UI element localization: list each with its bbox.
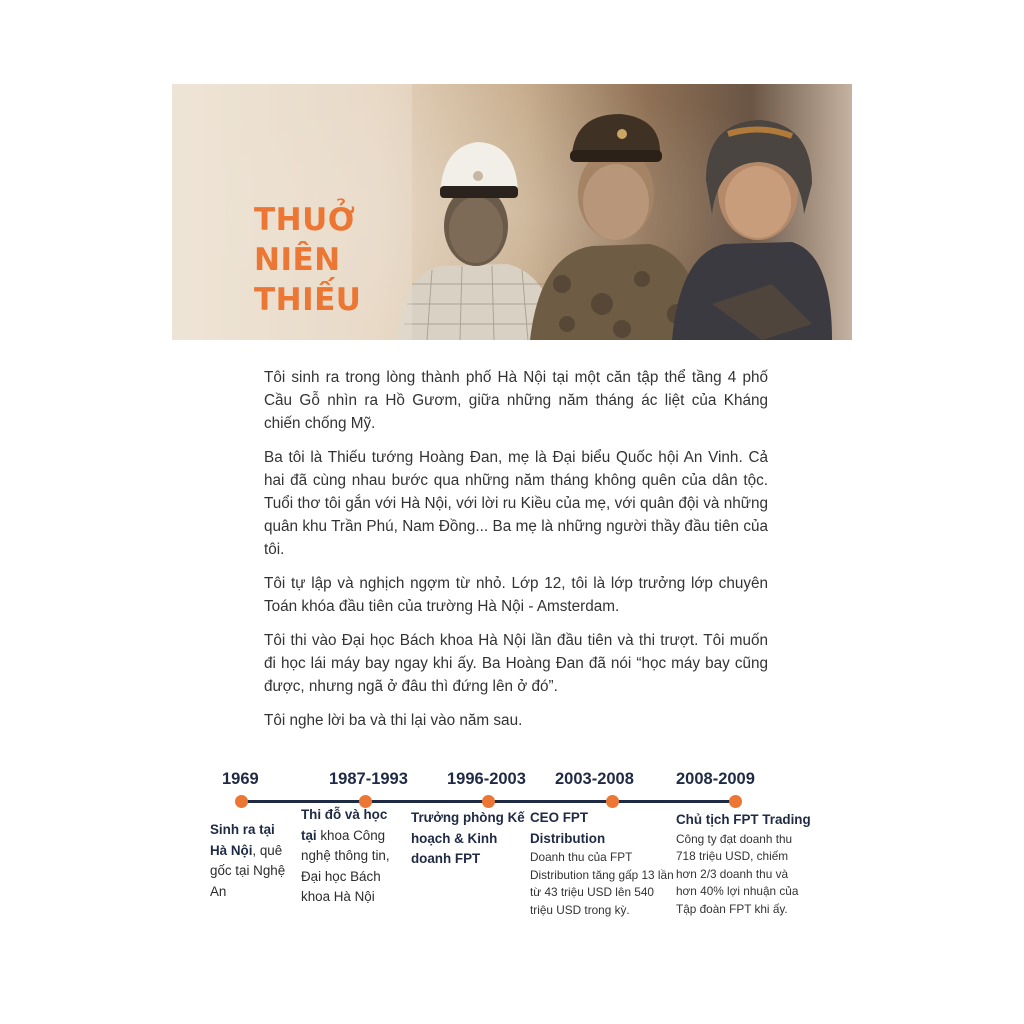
paragraph-3: Tôi tự lập và nghịch ngợm từ nhỏ. Lớp 12, tôi là lớp trưởng lớp chuyên Toán khóa đầu tiên của trường Hà Nội - Amsterdam. <box>264 575 768 615</box>
timeline-event-1-title: Sinh ra tại Hà Nội <box>210 822 275 858</box>
timeline-event-3-title: Trưởng phòng Kế hoạch & Kinh doanh FPT <box>411 810 525 866</box>
timeline-dot-5 <box>729 795 742 808</box>
timeline-event-2 <box>301 805 405 908</box>
timeline-event-4-detail: Doanh thu của FPT Distribution tăng gấp 13 lần từ 43 triệu USD lên 540 triệu USD trong kỳ. <box>530 850 674 917</box>
title-line-2: NIÊN <box>254 242 341 278</box>
paragraph-5: Tôi nghe lời ba và thi lại vào năm sau. <box>264 712 523 729</box>
timeline-event-2-text: khoa Công nghệ thông tin, Đại học Bách khoa Hà Nội <box>301 827 390 904</box>
title-line-1: THUỞ <box>254 202 356 238</box>
paragraph-1: Tôi sinh ra trong lòng thành phố Hà Nội tại một căn tập thể tầng 4 phố Cầu Gỗ nhìn ra Hồ Gươm, giữa những năm tháng ác liệt của Kháng chiến chống Mỹ. <box>264 369 768 432</box>
title-line-3: THIẾU <box>254 282 362 318</box>
timeline-event-1 <box>210 820 294 902</box>
timeline-event-5 <box>676 810 826 918</box>
timeline-dot-1 <box>235 795 248 808</box>
page-title <box>254 200 361 320</box>
paragraph-2: Ba tôi là Thiếu tướng Hoàng Đan, mẹ là Đại biểu Quốc hội An Vinh. Cả hai đã cùng nhau bước qua những năm tháng không quên của dân tộc. Tuổi thơ tôi gắn với Hà Nội, với lời ru Kiều của mẹ, với quân đội và những quân khu Trần Phú, Nam Đồng... Ba mẹ là những người thầy đầu tiên của tôi. <box>264 449 768 558</box>
timeline-year-3: 1996-2003 <box>447 770 526 788</box>
timeline-event-1-text: , quê gốc tại Nghệ An <box>210 842 286 899</box>
timeline-event-4-title: CEO FPT Distribution <box>530 810 606 846</box>
timeline-dot-4 <box>606 795 619 808</box>
timeline-year-2: 1987-1993 <box>329 770 408 788</box>
timeline-event-3 <box>411 808 527 870</box>
timeline-event-4 <box>530 808 676 919</box>
header-banner <box>172 84 852 340</box>
timeline-year-5: 2008-2009 <box>676 770 755 788</box>
timeline-year-1: 1969 <box>222 770 259 788</box>
career-timeline <box>0 760 1024 960</box>
timeline-event-2-title: Thi đỗ và học tại <box>301 807 388 843</box>
paragraph-4: Tôi thi vào Đại học Bách khoa Hà Nội lần đầu tiên và thi trượt. Tôi muốn đi học lái máy bay ngay khi ấy. Ba Hoàng Đan đã nói “học máy bay cũng được, nhưng ngã ở đâu thì đứng lên ở đó”. <box>264 632 768 695</box>
timeline-dot-3 <box>482 795 495 808</box>
timeline-event-5-title: Chủ tịch FPT Trading <box>676 812 811 827</box>
timeline-event-5-detail: Công ty đạt doanh thu 718 triệu USD, chiếm hơn 2/3 doanh thu và hơn 40% lợi nhuận của Tập đoàn FPT khi ấy. <box>676 831 799 916</box>
story-text <box>264 366 768 743</box>
timeline-year-4: 2003-2008 <box>555 770 634 788</box>
